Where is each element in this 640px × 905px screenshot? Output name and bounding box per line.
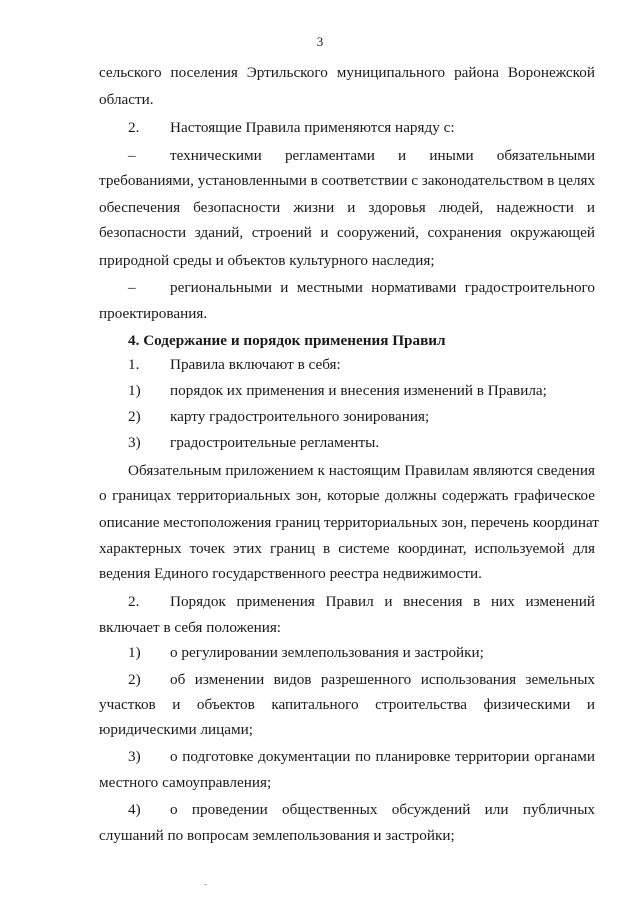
text-line: участков и объектов капитального строительства физическими и	[99, 696, 595, 713]
line-text: Настоящие Правила применяются наряду с:	[170, 119, 455, 136]
text-line: местного самоуправления;	[99, 774, 272, 791]
text-line: слушаний по вопросам землепользования и застройки;	[99, 827, 455, 844]
text-line	[128, 593, 595, 611]
text-line: обеспечения безопасности жизни и здоровья людей, надежности и	[99, 199, 595, 216]
text-line	[128, 801, 595, 819]
line-text: Порядок применения Правил и внесения в них изменений	[170, 593, 595, 610]
text-line: включает в себя положения:	[99, 619, 282, 636]
list-dash: –	[128, 279, 136, 296]
scan-speck	[204, 884, 207, 885]
section-heading: 4. Содержание и порядок применения Правил	[128, 332, 446, 349]
list-number: 3)	[128, 748, 141, 765]
text-line	[128, 748, 595, 766]
text-line	[128, 279, 595, 297]
list-number: 2.	[128, 593, 140, 610]
text-line	[128, 408, 595, 426]
list-number: 2)	[128, 671, 141, 688]
text-line: характерных точек этих границ в системе координат, используемой для	[99, 540, 595, 557]
text-line	[128, 382, 595, 400]
text-line: безопасности зданий, строений и сооружений, сохранения окружающей	[99, 224, 595, 241]
text-line	[128, 644, 595, 662]
text-line: области.	[99, 91, 154, 108]
page-number: 3	[316, 34, 324, 49]
line-text: градостроительные регламенты.	[170, 434, 380, 451]
list-number: 1.	[128, 356, 140, 373]
text-line: требованиями, установленными в соответствии с законодательством в целях	[99, 172, 596, 189]
list-number: 1)	[128, 644, 141, 661]
list-number: 1)	[128, 382, 141, 399]
text-line: сельского поселения Эртильского муниципального района Воронежской	[99, 64, 595, 81]
text-line: ведения Единого государственного реестра недвижимости.	[99, 565, 482, 582]
line-text: о подготовке документации по планировке территории органами	[170, 748, 595, 765]
text-line: о границах территориальных зон, которые должны содержать графическое	[99, 487, 595, 504]
text-line: природной среды и объектов культурного наследия;	[99, 252, 435, 269]
line-text: региональными и местными нормативами градостроительного	[170, 279, 595, 296]
text-line: Обязательным приложением к настоящим Правилам являются сведения	[128, 462, 595, 479]
line-text: о проведении общественных обсуждений или публичных	[170, 801, 595, 818]
list-number: 2)	[128, 408, 141, 425]
text-line	[128, 356, 595, 374]
line-text: Правила включают в себя:	[170, 356, 341, 373]
line-text: карту градостроительного зонирования;	[170, 408, 430, 425]
text-line	[128, 671, 595, 689]
list-number: 3)	[128, 434, 141, 451]
list-number: 4)	[128, 801, 141, 818]
line-text: порядок их применения и внесения изменений в Правила;	[170, 382, 547, 399]
text-line	[128, 434, 595, 452]
list-dash: –	[128, 147, 136, 164]
line-text: об изменении видов разрешенного использования земельных	[170, 671, 595, 688]
line-text: техническими регламентами и иными обязательными	[170, 147, 595, 164]
line-text: о регулировании землепользования и застройки;	[170, 644, 484, 661]
text-line	[128, 119, 595, 137]
text-line: юридическими лицами;	[99, 721, 253, 738]
text-line	[128, 147, 595, 165]
text-line: проектирования.	[99, 305, 208, 322]
list-number: 2.	[128, 119, 140, 136]
text-line: описание местоположения границ территориальных зон, перечень координат	[99, 514, 599, 531]
